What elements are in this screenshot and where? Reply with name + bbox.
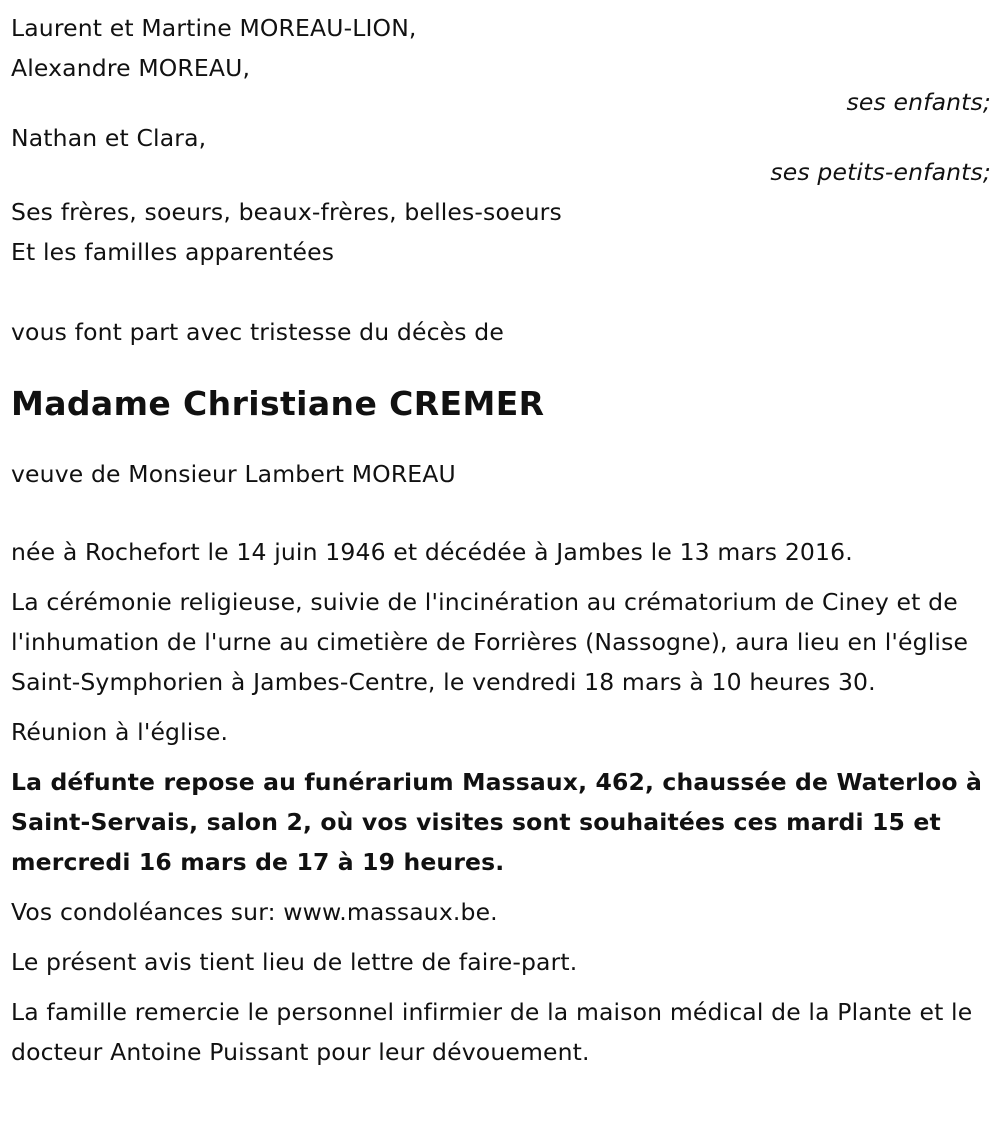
announcement-text: vous font part avec tristesse du décès de xyxy=(11,318,504,346)
grandchildren-role: ses petits-enfants; xyxy=(770,158,991,186)
visitation-paragraph: La défunte repose au funérarium Massaux, 462, chaussée de Waterloo à Saint-Servais, salon 2, où vos visites sont souhaitées ces mardi 15 et mercredi 16 mars de 17 à 19 heures. xyxy=(11,768,983,876)
family-line-1: Ses frères, soeurs, beaux-frères, belles-soeurs xyxy=(11,198,562,226)
widow-of-text: veuve de Monsieur Lambert MOREAU xyxy=(11,460,456,488)
obituary-notice xyxy=(11,8,991,1072)
ceremony-paragraph: La cérémonie religieuse, suivie de l'incinération au crématorium de Ciney et de l'inhumation de l'urne au cimetière de Forrières (Nassogne), aura lieu en l'église Saint-Symphorien à Jambes-Centre, le vendredi 18 mars à 10 heures 30. xyxy=(11,588,969,696)
meeting-paragraph: Réunion à l'église. xyxy=(11,718,229,746)
children-role: ses enfants; xyxy=(846,88,991,116)
grandchildren-line: Nathan et Clara, xyxy=(11,124,207,152)
family-block xyxy=(11,192,991,272)
thanks-paragraph: La famille remercie le personnel infirmier de la maison médical de la Plante et le docteur Antoine Puissant pour leur dévouement. xyxy=(11,998,973,1066)
children-line-2: Alexandre MOREAU, xyxy=(11,54,251,82)
birth-death-paragraph: née à Rochefort le 14 juin 1946 et décédée à Jambes le 13 mars 2016. xyxy=(11,538,853,566)
children-line-1: Laurent et Martine MOREAU-LION, xyxy=(11,14,417,42)
condolences-paragraph: Vos condoléances sur: www.massaux.be. xyxy=(11,898,498,926)
family-line-2: Et les familles apparentées xyxy=(11,238,335,266)
children-block xyxy=(11,8,991,116)
grandchildren-block xyxy=(11,118,991,186)
deceased-name: Madame Christiane CREMER xyxy=(11,384,545,423)
notice-paragraph: Le présent avis tient lieu de lettre de faire-part. xyxy=(11,948,578,976)
